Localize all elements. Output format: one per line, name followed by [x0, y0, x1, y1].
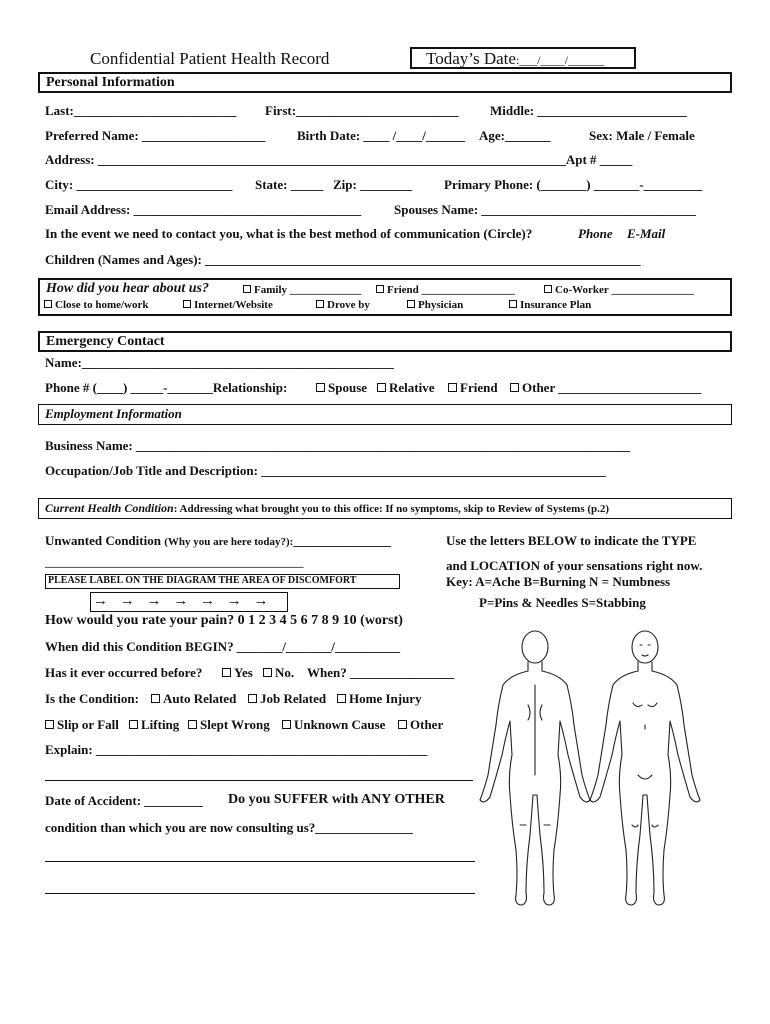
checkbox-icon[interactable] [263, 668, 272, 677]
emergency-phone-field[interactable]: Phone # (____) _____-_______Relationship: [45, 380, 288, 395]
todays-date-field[interactable] [410, 47, 636, 69]
checkbox-icon[interactable] [407, 300, 415, 308]
primary-phone-field[interactable]: Primary Phone: (_______) _______-_________ [444, 177, 703, 192]
occupation-field[interactable]: Occupation/Job Title and Description: _____________________________________________________ [45, 463, 606, 478]
condition-other[interactable]: Other [398, 717, 443, 733]
explain-field[interactable]: Explain: ___________________________________________________ [45, 742, 428, 757]
checkbox-icon[interactable] [222, 668, 231, 677]
last-name-field[interactable]: Last:_________________________ [45, 103, 237, 118]
checkbox-icon[interactable] [316, 300, 324, 308]
unwanted-condition-blank-line[interactable]: _______________________________________________ [45, 557, 304, 569]
children-field[interactable]: Children (Names and Ages): ___________________________________________________________________ [45, 252, 641, 267]
checkbox-icon[interactable] [183, 300, 191, 308]
checkbox-icon[interactable] [129, 720, 138, 729]
unwanted-condition-field[interactable]: Unwanted Condition (Why you are here today?):_______________ [45, 533, 391, 548]
section-employment-information: Employment Information [38, 404, 732, 425]
relationship-spouse[interactable]: Spouse [316, 380, 367, 396]
condition-begin-field[interactable]: When did this Condition BEGIN? _______/_______/__________ [45, 639, 401, 654]
business-name-field[interactable]: Business Name: ____________________________________________________________________________ [45, 438, 631, 453]
checkbox-icon[interactable] [188, 720, 197, 729]
checkbox-icon[interactable] [282, 720, 291, 729]
checkbox-icon[interactable] [248, 694, 257, 703]
checkbox-icon[interactable] [510, 383, 519, 392]
checkbox-icon[interactable] [151, 694, 160, 703]
explain-blank-line[interactable] [45, 780, 473, 781]
section-current-health-condition [38, 498, 732, 519]
checkbox-icon[interactable] [448, 383, 457, 392]
checkbox-icon[interactable] [45, 720, 54, 729]
section-personal-information: Personal Information [38, 72, 732, 93]
checkbox-icon[interactable] [377, 383, 386, 392]
referral-insurance[interactable]: Insurance Plan [509, 299, 591, 311]
body-diagram[interactable] [470, 625, 710, 915]
first-name-field[interactable]: First:_________________________ [265, 103, 459, 118]
checkbox-icon[interactable] [316, 383, 325, 392]
referral-friend[interactable]: Friend _________________ [376, 284, 515, 296]
checkbox-icon[interactable] [544, 285, 552, 293]
address-field[interactable]: Address: ________________________________________________________________________Apt # _____ [45, 152, 633, 167]
middle-name-field[interactable]: Middle: _______________________ [490, 103, 687, 118]
occurred-yes[interactable]: Yes [222, 665, 253, 681]
checkbox-icon[interactable] [376, 285, 384, 293]
referral-drove-by[interactable]: Drove by [316, 299, 370, 311]
date-of-accident-field[interactable]: Date of Accident: _________ [45, 793, 203, 808]
referral-coworker[interactable]: Co-Worker _______________ [544, 284, 694, 296]
condition-unknown[interactable]: Unknown Cause [282, 717, 385, 733]
health-section-subtitle: : Addressing what brought you to this office: If no symptoms, skip to Review of Systems (p.2) [173, 503, 610, 515]
arrow-row: → → → → → → → [90, 592, 288, 612]
todays-date-label: Today’s Date [426, 49, 516, 68]
health-section-title: Current Health Condition [45, 501, 174, 515]
checkbox-icon[interactable] [398, 720, 407, 729]
occurred-when-field[interactable]: When? ________________ [307, 665, 454, 680]
other-condition-question: Do you SUFFER with ANY OTHER [228, 792, 445, 807]
referral-close-to-home[interactable]: Close to home/work [44, 299, 149, 311]
checkbox-icon[interactable] [243, 285, 251, 293]
section-emergency-contact: Emergency Contact [38, 331, 732, 352]
city-field[interactable]: City: ________________________ [45, 177, 233, 192]
birth-date-field[interactable]: Birth Date: ____ /____/______ [297, 128, 465, 143]
zip-field[interactable]: Zip: ________ [333, 177, 413, 192]
key-legend-line3: Key: A=Ache B=Burning N = Numbness [446, 574, 671, 589]
key-legend-line4: P=Pins & Needles S=Stabbing [479, 595, 646, 610]
other-condition-blank-line-1[interactable] [45, 861, 475, 862]
preferred-name-field[interactable]: Preferred Name: ___________________ [45, 128, 266, 143]
spouse-name-field[interactable]: Spouses Name: _________________________________ [394, 202, 696, 217]
condition-auto[interactable]: Auto Related [151, 691, 236, 707]
checkbox-icon[interactable] [337, 694, 346, 703]
contact-method-phone[interactable]: Phone [578, 226, 613, 241]
checkbox-icon[interactable] [44, 300, 52, 308]
other-condition-field[interactable]: condition than which you are now consulting us?_______________ [45, 820, 413, 835]
condition-lifting[interactable]: Lifting [129, 717, 179, 733]
todays-date-blank: :___/____/______ [515, 53, 604, 67]
emergency-name-field[interactable]: Name:________________________________________________ [45, 355, 394, 370]
occurred-no[interactable]: No. [263, 665, 294, 681]
form-title: Confidential Patient Health Record [90, 49, 330, 68]
age-field[interactable]: Age:_______ [479, 128, 551, 143]
occurred-before-question: Has it ever occurred before? [45, 665, 203, 680]
key-instruction-line2: and LOCATION of your sensations right now. [446, 558, 703, 573]
pain-rating-scale[interactable]: How would you rate your pain? 0 1 2 3 4 5 6 7 8 9 10 (worst) [45, 613, 403, 628]
condition-job[interactable]: Job Related [248, 691, 326, 707]
referral-family[interactable]: Family _____________ [243, 284, 361, 296]
condition-home[interactable]: Home Injury [337, 691, 422, 707]
condition-slept[interactable]: Slept Wrong [188, 717, 270, 733]
state-field[interactable]: State: _____ [255, 177, 324, 192]
body-back-view[interactable] [480, 631, 590, 905]
relationship-other[interactable]: Other ______________________ [510, 380, 701, 396]
relationship-friend[interactable]: Friend [448, 380, 498, 396]
sex-field[interactable]: Sex: Male / Female [589, 128, 695, 143]
label-diagram-instruction: PLEASE LABEL ON THE DIAGRAM THE AREA OF DISCOMFORT [45, 574, 400, 589]
email-field[interactable]: Email Address: ___________________________________ [45, 202, 362, 217]
referral-physician[interactable]: Physician [407, 299, 463, 311]
contact-method-question: In the event we need to contact you, what is the best method of communication (Circle)? [45, 226, 533, 241]
referral-title: How did you hear about us? [46, 281, 209, 296]
key-instruction-line1: Use the letters BELOW to indicate the TYPE [446, 533, 697, 548]
condition-slip[interactable]: Slip or Fall [45, 717, 119, 733]
checkbox-icon[interactable] [509, 300, 517, 308]
relationship-relative[interactable]: Relative [377, 380, 434, 396]
condition-type-label: Is the Condition: [45, 691, 139, 706]
contact-method-email[interactable]: E-Mail [627, 226, 666, 241]
referral-source-box [38, 278, 732, 316]
referral-internet[interactable]: Internet/Website [183, 299, 273, 311]
body-front-view[interactable] [590, 631, 700, 905]
other-condition-blank-line-2[interactable] [45, 893, 475, 894]
